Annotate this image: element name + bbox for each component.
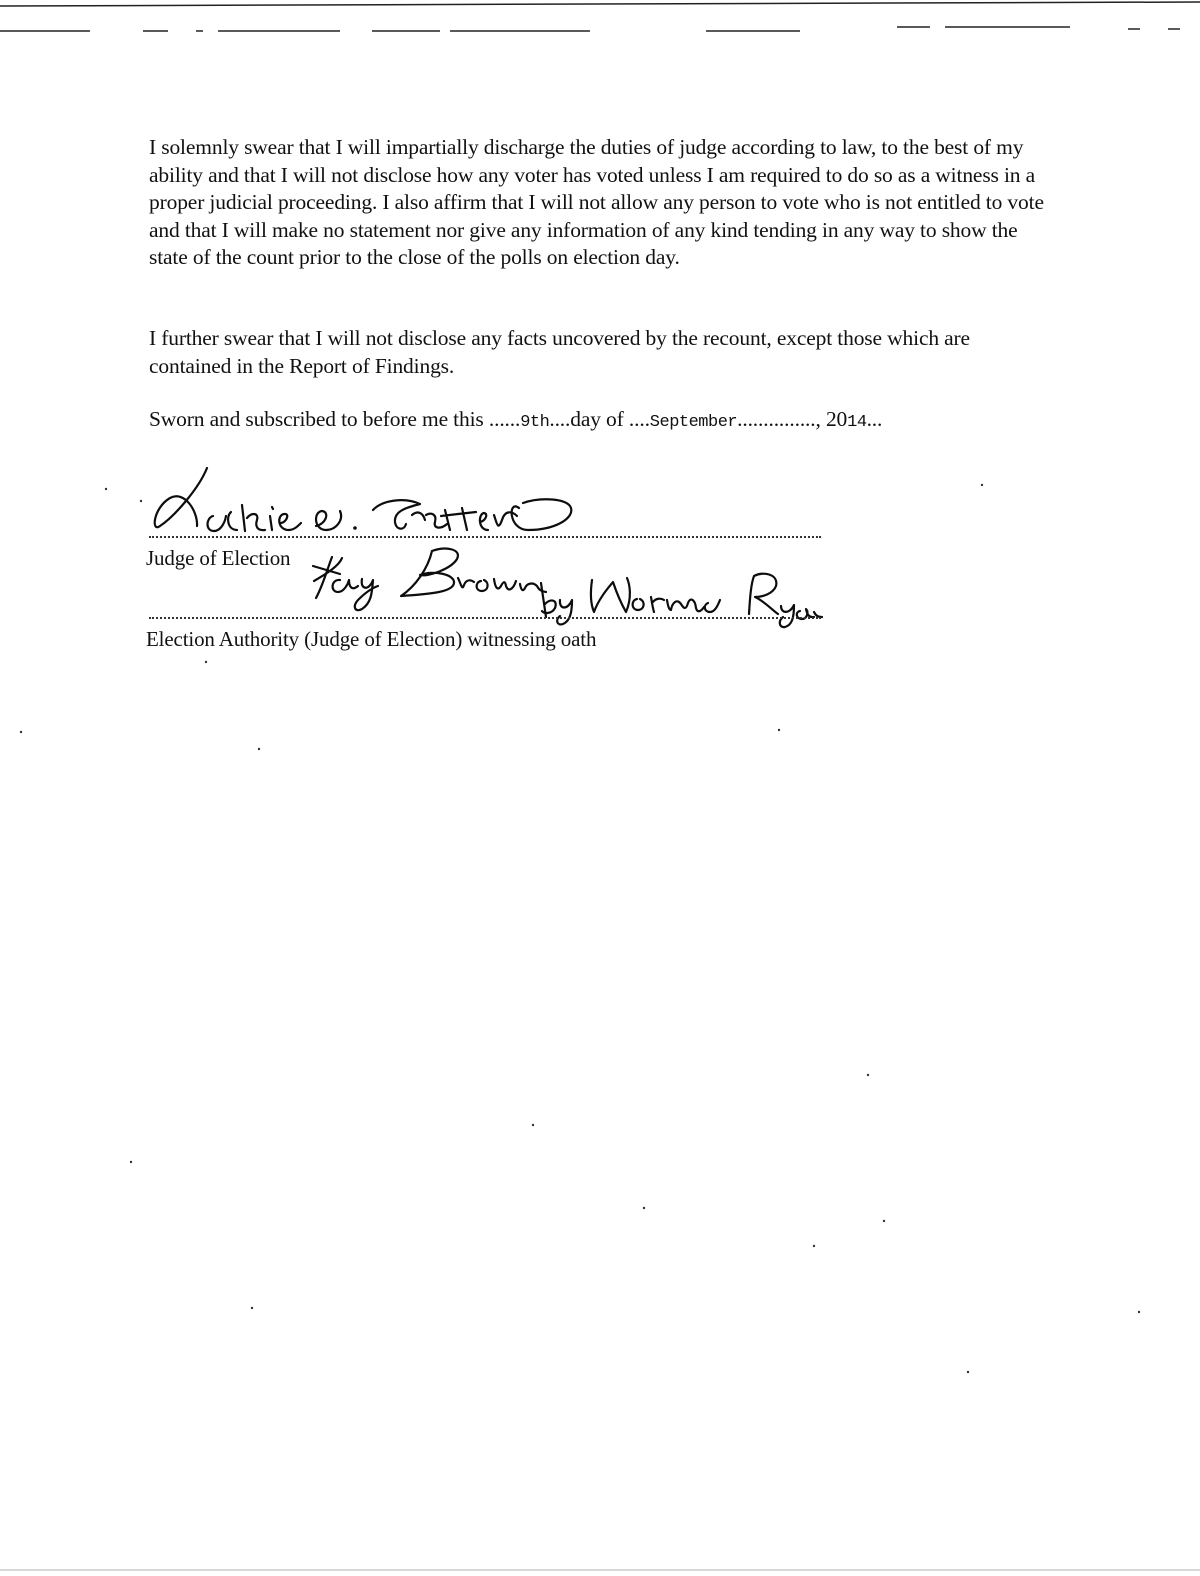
sworn-year-suffix: ... xyxy=(866,407,883,431)
oath-paragraph: I solemnly swear that I will impartially discharge the duties of judge according to law, to the best of my ability and that I will not disclose how any voter has voted unless I am required to do so as a witness in a proper judicial proceeding. I also affirm that I will not allow any person to vote who is not entitled to vote and that I will make no statement nor give any information of any kind tending in any way to show the state of the count prior to the close of the polls on election day. xyxy=(149,135,1044,269)
judge-signature-line xyxy=(149,536,821,538)
sworn-day: 9th xyxy=(520,413,550,432)
sworn-month-suffix: ..............., 20 xyxy=(737,407,848,431)
authority-signature-line xyxy=(149,617,821,619)
scan-speck xyxy=(105,488,107,490)
scan-speck xyxy=(20,731,22,733)
scan-speck xyxy=(532,1124,534,1126)
top-scan-edge-line xyxy=(0,2,1200,6)
scan-speck xyxy=(643,1207,645,1209)
recount-paragraph: I further swear that I will not disclose any facts uncovered by the recount, except those which are contained in the Report of Findings. xyxy=(149,326,970,378)
sworn-year: 14 xyxy=(847,413,867,432)
scan-speck xyxy=(205,661,207,663)
scan-speck xyxy=(867,1074,869,1076)
election-authority-label: Election Authority (Judge of Election) witnessing oath xyxy=(146,627,597,651)
judge-of-election-label: Judge of Election xyxy=(146,546,291,570)
sworn-prefix: Sworn and subscribed to before me this ...... xyxy=(149,407,521,431)
scan-speck xyxy=(778,729,780,731)
scan-speck xyxy=(130,1161,132,1163)
sworn-date-line xyxy=(149,406,1049,437)
scan-speck xyxy=(251,1307,253,1309)
scan-speck xyxy=(813,1245,815,1247)
scan-speck xyxy=(883,1220,885,1222)
scan-speck xyxy=(1138,1311,1140,1313)
sworn-day-suffix: ....day of .... xyxy=(549,407,650,431)
scan-speck xyxy=(981,484,983,486)
scan-speck xyxy=(140,500,142,502)
scan-speck xyxy=(967,1371,969,1373)
scan-speck xyxy=(258,748,260,750)
sworn-month: September xyxy=(649,413,738,432)
